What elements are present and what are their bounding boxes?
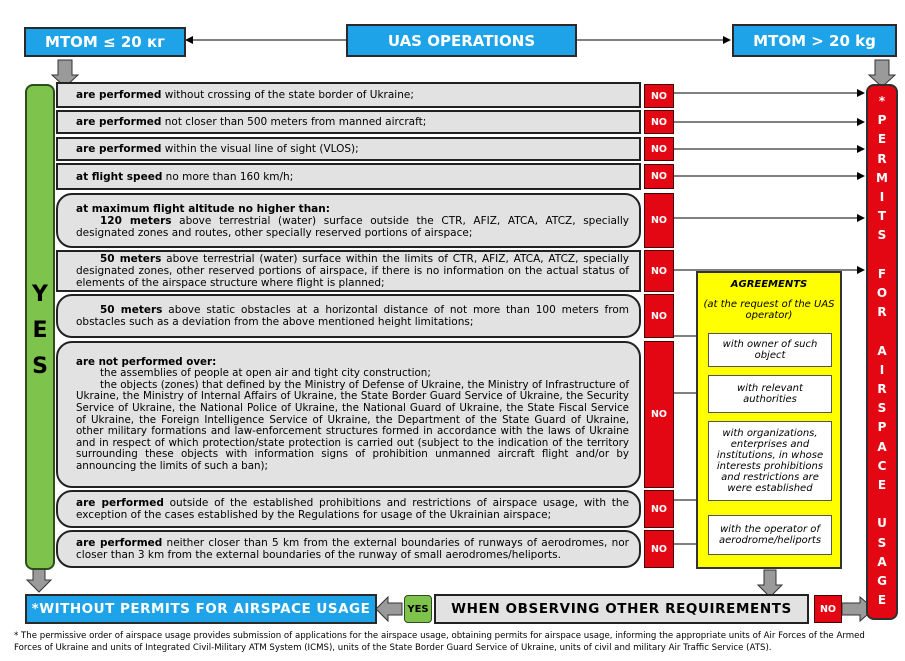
permits-bar-letter: T: [877, 209, 887, 224]
condition-bold: are performed: [76, 116, 162, 128]
altitude-50m-text: above terrestrial (water) surface within the limits of CTR, AFIZ, ATCA, ATCZ, specially designated zones, other reserved portions of airspace, if there is no information on the actual status of elements of the airspace structure where flight is planned;: [76, 253, 629, 289]
permits-bar-letter: S: [877, 535, 887, 550]
agreement-item-aerodrome-operator: with the operator of aerodrome/heliports: [708, 515, 832, 555]
altitude-obstacles-bold: 50 meters: [100, 304, 163, 316]
mtom-over-20kg-label: MTOM > 20 kg: [753, 31, 876, 50]
agreements-subtitle: (at the request of the UAS operator): [703, 299, 835, 321]
no-box: NO: [644, 341, 674, 488]
permits-bar-letter: U: [877, 516, 887, 531]
no-box: NO: [644, 164, 674, 189]
condition-row-border: [56, 82, 641, 108]
altitude-row-50m-obstacles: [56, 294, 641, 338]
yes-box: [404, 595, 432, 623]
permits-bar-letter: P: [877, 113, 887, 128]
footnote: * The permissive order of airspace usage provides submission of applications for the airspace usage, obtaining permits for airspace usage, informing the appropriate units of Air Forces of the Armed Forces of Ukraine and units of Integrated Civil-Military ATM System (ICMS), units of the State Border Guard Service of Ukraine, units of civil and military Air Traffic Service (ATS).: [14, 631, 865, 653]
condition-text: no more than 160 km/h;: [162, 170, 294, 183]
not-performed-row: [56, 341, 641, 488]
altitude-row-50m-zones: [56, 250, 641, 292]
permits-bar-letter: O: [876, 286, 888, 300]
yes-box-label: YES: [407, 603, 429, 615]
no-box: NO: [644, 110, 674, 134]
permits-bar-letter: F: [877, 266, 887, 281]
permits-bar-letter: I: [879, 362, 885, 377]
permits-bar-letter: P: [877, 420, 887, 435]
mtom-under-20kg-label: MTOM ≤ 20 кг: [45, 33, 165, 51]
no-box: NO: [644, 490, 674, 528]
no-box: NO: [644, 137, 674, 161]
condition-text: within the visual line of sight (VLOS);: [161, 143, 359, 155]
not-performed-title: are not performed over:: [76, 355, 217, 368]
no-box: NO: [644, 84, 674, 108]
permits-bar-letter: A: [877, 439, 887, 454]
outside-prohibitions-text: outside of the established prohibitions and restrictions of airspace usage, with the exception of the cases established by the Regulations for usage of the Ukrainian airspace;: [76, 497, 629, 521]
condition-text: without crossing of the state border of Ukraine;: [161, 89, 414, 101]
not-performed-line2: the objects (zones) that defined by the Ministry of Defense of Ukraine, the Ministry of Infrastructure of Ukraine, the Ministry of Internal Affairs of Ukraine, the State Border Guard Service of Ukraine, the Security Service of Ukraine, the National Police of Ukraine, the National Guard of Ukraine, the State Fiscal Service of Ukraine, the Foreign Intelligence Service of Ukraine, the Department of the State Guard of Ukraine, other military formations and law-enforcement structures formed in accordance with the laws of Ukraine and in respect of which protection/state protection is carried out (subject to the indication of the territory surrounding these objects with information signs of prohibition unmanned aircraft flight and/or by announcing the limits of such a ban);: [76, 378, 629, 472]
permits-bar-letter: C: [877, 458, 887, 473]
altitude-title: at maximum flight altitude no higher than:: [76, 202, 330, 215]
yes-letter: S: [32, 354, 48, 379]
permits-for-airspace-usage-bar: [866, 84, 898, 620]
uas-operations-box: [346, 24, 577, 57]
condition-row-vlos: [56, 137, 641, 161]
agreement-item-organizations: with organizations, enterprises and institutions, in whose interests prohibitions and restrictions are were established: [708, 421, 832, 501]
bottom-no-box: NO: [814, 595, 842, 623]
permits-bar-letter: S: [877, 401, 887, 416]
yes-bar: [25, 84, 55, 570]
permits-bar-letter: *: [878, 94, 886, 108]
permits-bar-letter: I: [879, 190, 885, 204]
condition-bold: at flight speed: [76, 170, 163, 183]
agreements-title: AGREEMENTS: [730, 279, 808, 290]
altitude-obstacles-text: above static obstacles at a horizontal distance of not more than 100 meters from obstacles such as a deviation from the above mentioned height limitations;: [76, 304, 629, 328]
without-permits-box: [25, 594, 377, 624]
condition-bold: are performed: [76, 143, 162, 155]
permits-bar-letter: A: [877, 554, 887, 569]
condition-row-manned: [56, 110, 641, 134]
permits-bar-letter: E: [877, 478, 887, 492]
permits-bar-letter: M: [876, 170, 888, 185]
uas-operations-label: UAS OPERATIONS: [387, 31, 536, 50]
no-box: NO: [644, 193, 674, 248]
permits-bar-letter: E: [877, 593, 887, 608]
condition-bold: are performed: [76, 89, 162, 101]
altitude-120m-bold: 120 meters: [100, 214, 172, 227]
mtom-under-20kg-box: [24, 27, 186, 57]
permits-bar-letter: R: [877, 305, 887, 320]
yes-letter: E: [32, 318, 48, 343]
without-permits-label: *WITHOUT PERMITS FOR AIRSPACE USAGE: [31, 601, 371, 617]
aerodromes-bold: are performed: [76, 537, 163, 549]
agreement-item-owner: with owner of such object: [708, 333, 832, 367]
condition-row-speed: [56, 163, 641, 190]
permits-bar-letter: R: [877, 151, 887, 166]
observing-requirements-box: [434, 594, 809, 624]
aerodromes-text: neither closer than 5 km from the external boundaries of runways of aerodromes, nor closer than 3 km from the external boundaries of the runway of small aerodromes/heliports.: [76, 537, 629, 561]
no-box: NO: [644, 250, 674, 292]
yes-letter: Y: [32, 282, 48, 307]
mtom-over-20kg-box: [732, 24, 897, 57]
permits-bar-letter: A: [877, 343, 887, 358]
altitude-50m-bold: 50 meters: [100, 253, 162, 265]
aerodromes-row: [56, 530, 641, 568]
not-performed-line1: the assemblies of people at open air and tight city construction;: [100, 367, 431, 380]
permits-bar-letter: S: [877, 228, 887, 243]
condition-text: not closer than 500 meters from manned aircraft;: [161, 116, 427, 128]
outside-prohibitions-row: [56, 490, 641, 528]
altitude-row-120m: [56, 193, 641, 248]
no-box: NO: [644, 530, 674, 568]
outside-prohibitions-bold: are performed: [76, 497, 164, 509]
permits-bar-letter: R: [877, 382, 887, 396]
observing-requirements-label: WHEN OBSERVING OTHER REQUIREMENTS: [451, 601, 792, 617]
altitude-120m-text: above terrestrial (water) surface outside the CTR, AFIZ, ATCA, ATCZ, specially designated zones and routes, other specially reserved portions of airspace;: [76, 214, 629, 239]
agreement-item-authorities: with relevant authorities: [708, 375, 832, 413]
permits-bar-letter: E: [877, 132, 887, 147]
no-box: NO: [644, 294, 674, 338]
permits-bar-letter: G: [877, 574, 887, 588]
agreements-panel: [696, 271, 842, 569]
